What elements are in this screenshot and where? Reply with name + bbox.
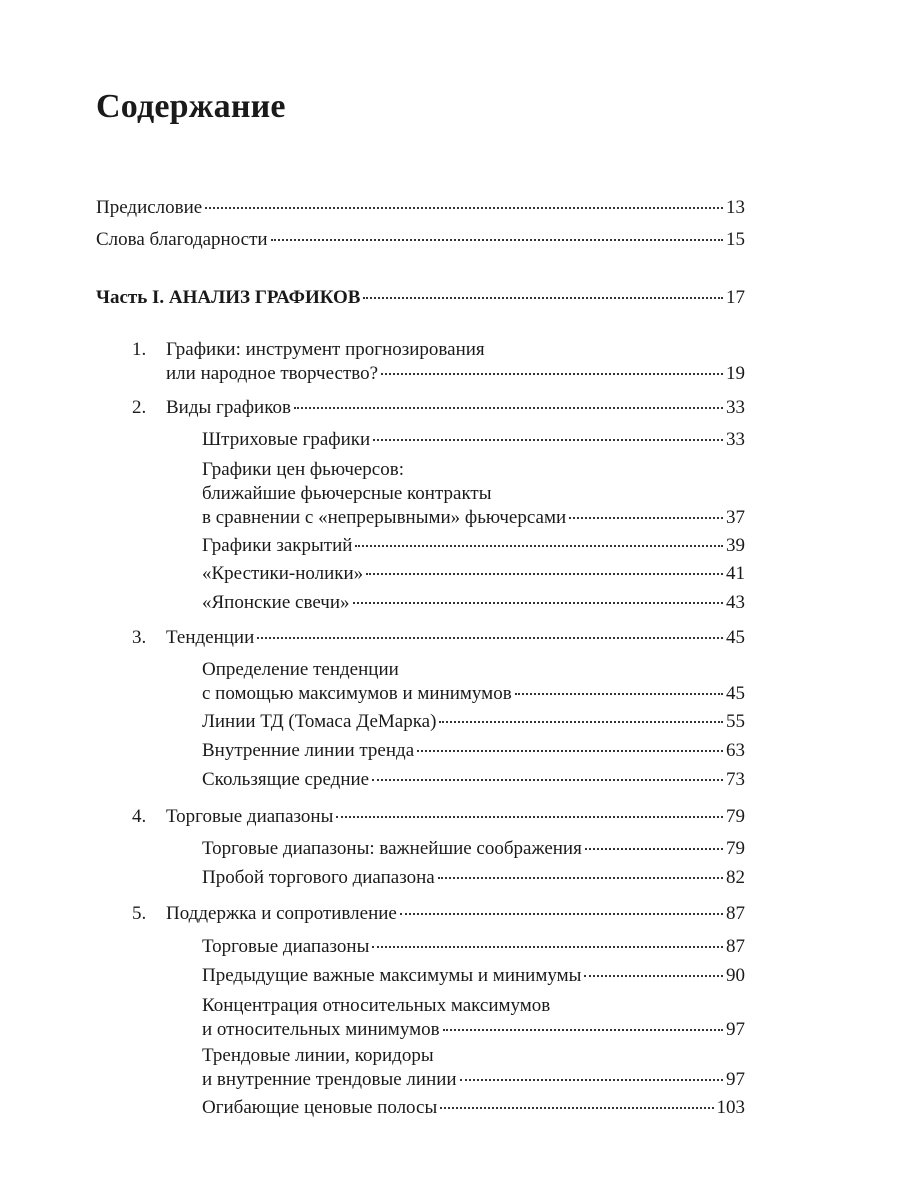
toc-entry-thanks[interactable] xyxy=(96,228,745,252)
leader-dots xyxy=(363,297,723,299)
entry-label: с помощью максимумов и минимумов xyxy=(202,683,512,704)
toc-entry-chapter-5[interactable] xyxy=(132,902,745,926)
toc-entry-section[interactable] xyxy=(202,935,745,959)
entry-label: Скользящие средние xyxy=(202,769,370,790)
toc-entry-chapter-4[interactable] xyxy=(132,805,745,829)
leader-dots xyxy=(585,848,723,850)
leader-dots xyxy=(515,693,723,695)
entry-label: Тенденции xyxy=(166,627,255,648)
entry-label: Пробой торгового диапазона xyxy=(202,867,435,888)
entry-label: или народное творчество? xyxy=(166,363,379,384)
page-number: 41 xyxy=(726,563,745,584)
entry-label: Линии ТД (Томаса ДеМарка) xyxy=(202,711,437,732)
entry-label: Трендовые линии, коридоры xyxy=(202,1045,434,1066)
toc-entry-section[interactable] xyxy=(202,1096,745,1120)
leader-dots xyxy=(439,721,723,723)
entry-label: Внутренние линии тренда xyxy=(202,740,415,761)
toc-entry-section[interactable] xyxy=(202,428,745,452)
leader-dots xyxy=(336,816,723,818)
leader-dots xyxy=(372,946,723,948)
leader-dots xyxy=(355,545,723,547)
entry-label: «Японские свечи» xyxy=(202,592,350,613)
page-number: 39 xyxy=(726,535,745,556)
leader-dots xyxy=(257,637,723,639)
toc-entry-section[interactable] xyxy=(202,1044,745,1092)
page-number: 87 xyxy=(726,903,745,924)
chapter-number: 1. xyxy=(132,339,147,360)
page-number: 45 xyxy=(726,683,745,704)
toc-entry-section[interactable] xyxy=(202,710,745,734)
chapter-number: 5. xyxy=(132,903,147,924)
chapter-number: 4. xyxy=(132,806,147,827)
page-number: 73 xyxy=(726,769,745,790)
page-number: 97 xyxy=(726,1019,745,1040)
page-number: 90 xyxy=(726,965,745,986)
toc-entry-section[interactable] xyxy=(202,994,745,1042)
entry-label: Торговые диапазоны xyxy=(202,936,370,957)
page-number: 13 xyxy=(726,197,745,218)
page-number: 19 xyxy=(726,363,745,384)
leader-dots xyxy=(294,407,723,409)
leader-dots xyxy=(381,373,723,375)
entry-label: и внутренние трендовые линии xyxy=(202,1069,457,1090)
leader-dots xyxy=(460,1079,723,1081)
toc-entry-part1[interactable] xyxy=(96,286,745,310)
page-number: 45 xyxy=(726,627,745,648)
entry-label: ближайшие фьючерсные контракты xyxy=(202,483,492,504)
entry-label: Графики цен фьючерсов: xyxy=(202,459,404,480)
entry-label: Торговые диапазоны xyxy=(166,806,334,827)
toc-entry-chapter-3[interactable] xyxy=(132,626,745,650)
toc-entry-section[interactable] xyxy=(202,562,745,586)
page-number: 43 xyxy=(726,592,745,613)
entry-label: в сравнении с «непрерывными» фьючерсами xyxy=(202,507,567,528)
page-number: 87 xyxy=(726,936,745,957)
page-number: 82 xyxy=(726,867,745,888)
page-number: 97 xyxy=(726,1069,745,1090)
toc-entry-section[interactable] xyxy=(202,591,745,615)
toc-entry-chapter-1[interactable] xyxy=(132,338,745,386)
toc-entry-section[interactable] xyxy=(202,534,745,558)
leader-dots xyxy=(372,779,723,781)
chapter-number: 3. xyxy=(132,627,147,648)
entry-label: Поддержка и сопротивление xyxy=(166,903,397,924)
leader-dots xyxy=(443,1029,723,1031)
toc-entry-chapter-2[interactable] xyxy=(132,396,745,420)
entry-label: Штриховые графики xyxy=(202,429,371,450)
page-number: 63 xyxy=(726,740,745,761)
leader-dots xyxy=(417,750,723,752)
page-number: 79 xyxy=(726,838,745,859)
page-number: 37 xyxy=(726,507,745,528)
chapter-number: 2. xyxy=(132,397,147,418)
entry-label: Графики закрытий xyxy=(202,535,353,556)
toc-entry-section[interactable] xyxy=(202,458,745,530)
toc-entry-section[interactable] xyxy=(202,837,745,861)
part-label: Часть I. АНАЛИЗ ГРАФИКОВ xyxy=(96,287,361,308)
page-number: 79 xyxy=(726,806,745,827)
entry-label: Виды графиков xyxy=(166,397,291,418)
leader-dots xyxy=(271,239,723,241)
page-number: 15 xyxy=(726,229,745,250)
leader-dots xyxy=(569,517,723,519)
toc-entry-section[interactable] xyxy=(202,964,745,988)
entry-label: Слова благодарности xyxy=(96,229,268,250)
leader-dots xyxy=(366,573,723,575)
page-number: 33 xyxy=(726,429,745,450)
leader-dots xyxy=(373,439,723,441)
leader-dots xyxy=(440,1107,713,1109)
entry-label: и относительных минимумов xyxy=(202,1019,440,1040)
entry-label: Предыдущие важные максимумы и минимумы xyxy=(202,965,582,986)
entry-label: Концентрация относительных максимумов xyxy=(202,995,551,1016)
toc-entry-preface[interactable] xyxy=(96,196,745,220)
leader-dots xyxy=(584,975,723,977)
page-number: 55 xyxy=(726,711,745,732)
leader-dots xyxy=(353,602,723,604)
entry-label: Определение тенденции xyxy=(202,659,399,680)
entry-label: Огибающие ценовые полосы xyxy=(202,1097,438,1118)
toc-entry-section[interactable] xyxy=(202,768,745,792)
leader-dots xyxy=(205,207,723,209)
page-number: 17 xyxy=(726,287,745,308)
page-number: 33 xyxy=(726,397,745,418)
toc-entry-section[interactable] xyxy=(202,866,745,890)
leader-dots xyxy=(400,913,723,915)
page-number: 103 xyxy=(716,1097,745,1118)
entry-label: Торговые диапазоны: важнейшие соображения xyxy=(202,838,582,859)
entry-label: Графики: инструмент прогнозирования xyxy=(166,339,485,360)
entry-label: «Крестики-нолики» xyxy=(202,563,364,584)
leader-dots xyxy=(438,877,723,879)
page-title: Содержание xyxy=(96,88,286,125)
entry-label: Предисловие xyxy=(96,197,203,218)
toc-entry-section[interactable] xyxy=(202,658,745,706)
toc-entry-section[interactable] xyxy=(202,739,745,763)
